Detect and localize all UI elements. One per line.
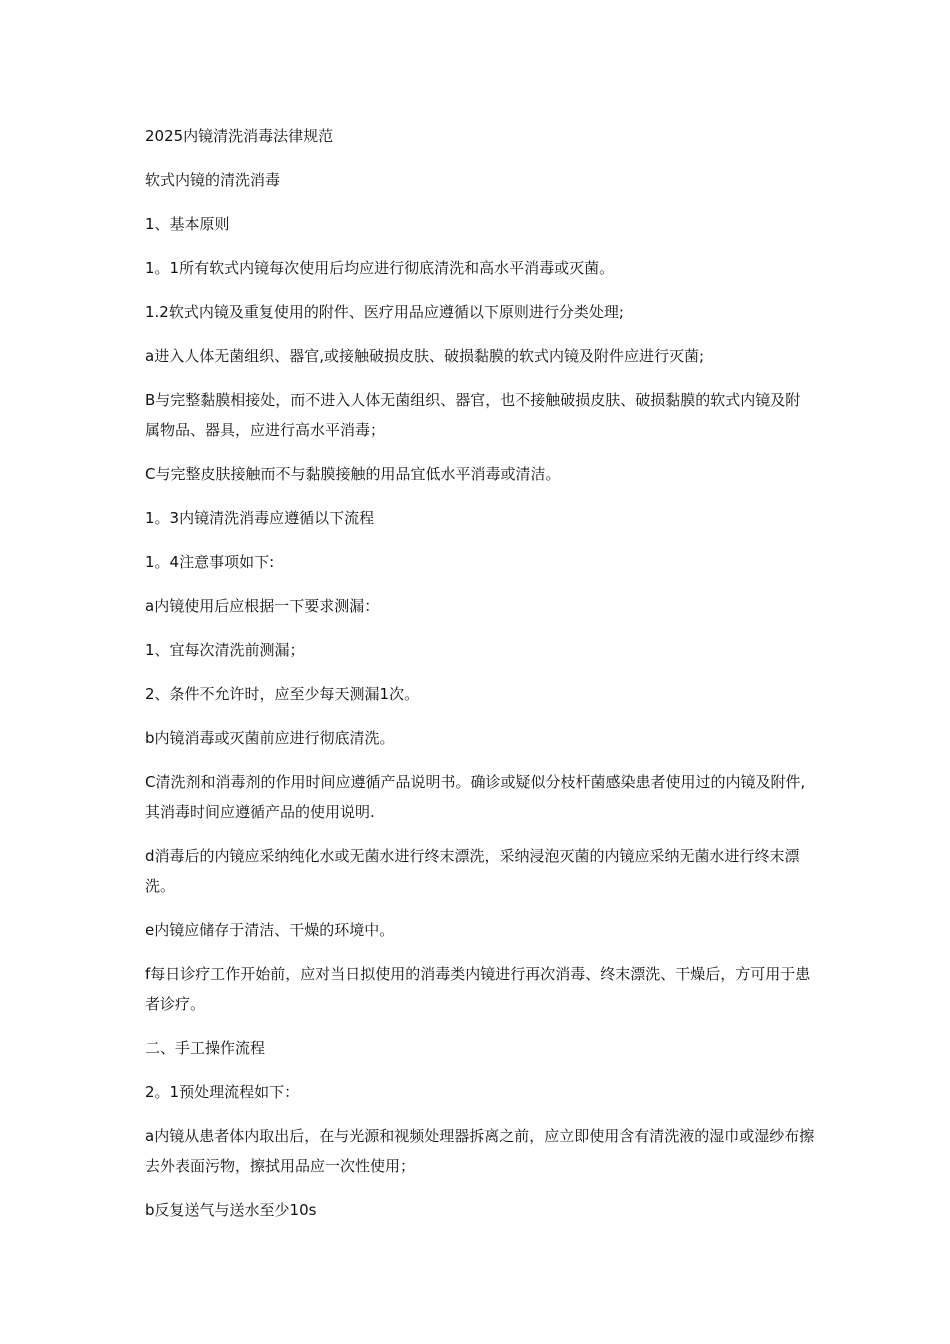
paragraph: 1、基本原则 bbox=[145, 215, 230, 233]
paragraph: a内镜从患者体内取出后，在与光源和视频处理器拆离之前，应立即使用含有清洗液的湿巾或湿纱布擦去外表面污物，擦拭用品应一次性使用； bbox=[145, 1127, 815, 1175]
paragraph: C清洗剂和消毒剂的作用时间应遵循产品说明书。确诊或疑似分枝杆菌感染患者使用过的内镜及附件,其消毒时间应遵循产品的使用说明. bbox=[145, 773, 806, 821]
paragraph: 1。3内镜清洗消毒应遵循以下流程 bbox=[145, 509, 375, 527]
paragraph: 1。1所有软式内镜每次使用后均应进行彻底清洗和高水平消毒或灭菌。 bbox=[145, 259, 615, 277]
paragraph: B与完整黏膜相接处，而不进入人体无菌组织、器官，也不接触破损皮肤、破损黏膜的软式内镜及附属物品、器具，应进行高水平消毒； bbox=[145, 391, 801, 439]
paragraph: b反复送气与送水至少10s bbox=[145, 1201, 317, 1219]
paragraph: b内镜消毒或灭菌前应进行彻底清洗。 bbox=[145, 729, 395, 747]
paragraph: 二、手工操作流程 bbox=[145, 1039, 266, 1057]
paragraph: 2、条件不允许时，应至少每天测漏1次。 bbox=[145, 685, 420, 703]
paragraph: C与完整皮肤接触而不与黏膜接触的用品宜低水平消毒或清洁。 bbox=[145, 465, 561, 483]
paragraph: 1、宜每次清洗前测漏； bbox=[145, 641, 305, 659]
paragraph: a进入人体无菌组织、器官,或接触破损皮肤、破损黏膜的软式内镜及附件应进行灭菌; bbox=[145, 347, 705, 365]
paragraph: 软式内镜的清洗消毒 bbox=[145, 171, 281, 189]
document-title: 2025内镜清洗消毒法律规范 bbox=[145, 127, 334, 145]
paragraph: d消毒后的内镜应采纳纯化水或无菌水进行终末漂洗，采纳浸泡灭菌的内镜应采纳无菌水进行终末漂洗。 bbox=[145, 847, 800, 895]
paragraph: 1。4注意事项如下: bbox=[145, 553, 275, 571]
paragraph: a内镜使用后应根据一下要求测漏： bbox=[145, 597, 380, 615]
paragraph: 1.2软式内镜及重复使用的附件、医疗用品应遵循以下原则进行分类处理; bbox=[145, 303, 624, 321]
paragraph: 2。1预处理流程如下： bbox=[145, 1083, 300, 1101]
document-body bbox=[145, 121, 815, 1239]
paragraph: e内镜应储存于清洁、干燥的环境中。 bbox=[145, 921, 395, 939]
paragraph: f每日诊疗工作开始前，应对当日拟使用的消毒类内镜进行再次消毒、终末漂洗、干燥后，方可用于患者诊疗。 bbox=[145, 965, 811, 1013]
